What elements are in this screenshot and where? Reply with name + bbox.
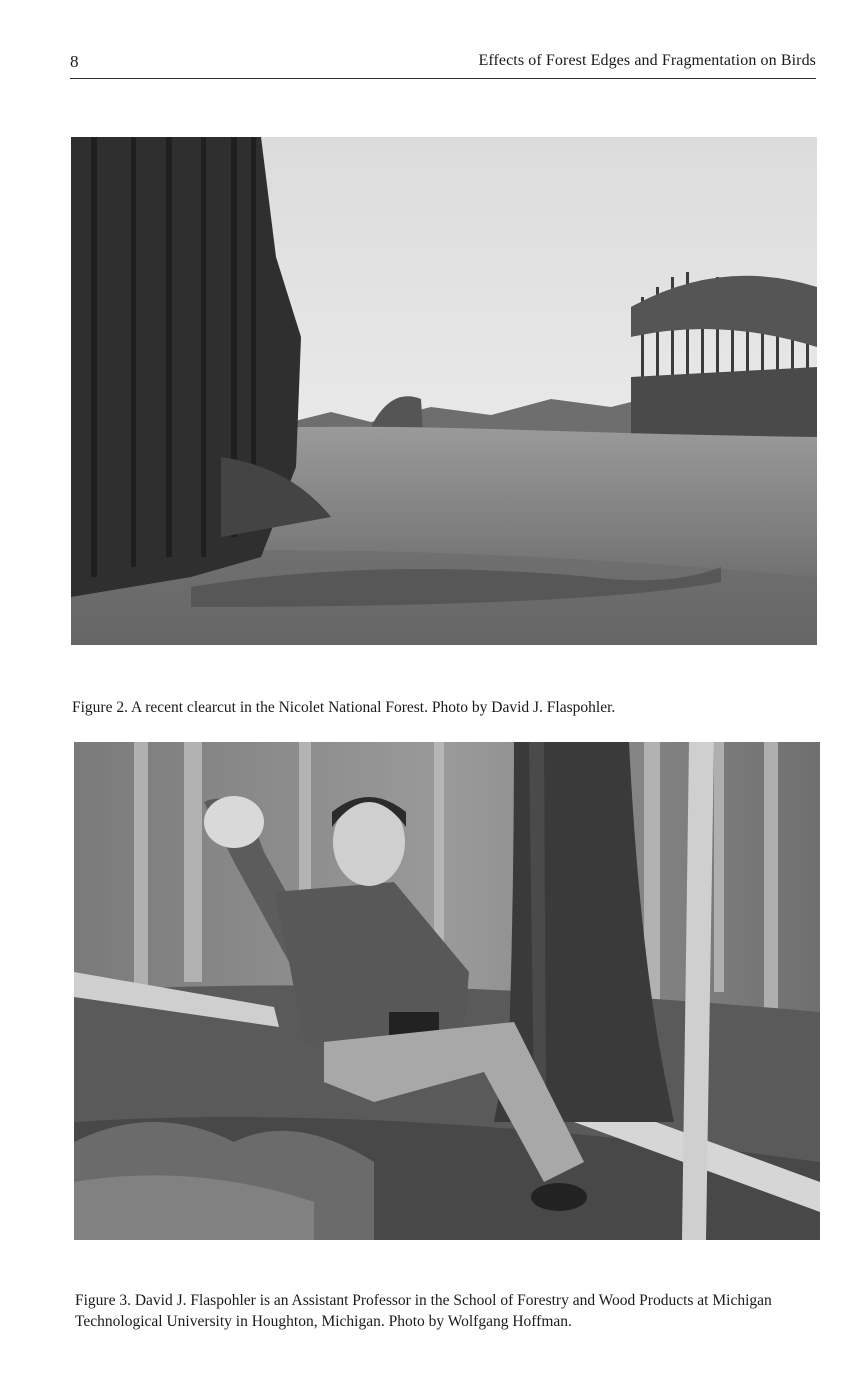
clearcut-photo-illustration	[71, 137, 817, 645]
page-header	[70, 50, 816, 79]
figure-3-caption: Figure 3. David J. Flaspohler is an Assistant Professor in the School of Forestry and Wood Products at Michigan Technological University in Houghton, Michigan. Photo by Wolfgang Hoffman.	[75, 1291, 772, 1330]
page-number: 8	[70, 52, 79, 71]
running-title: Effects of Forest Edges and Fragmentation on Birds	[478, 52, 816, 69]
figure-3-photo	[74, 742, 820, 1240]
portrait-photo-illustration	[74, 742, 820, 1240]
figure-2-photo	[71, 137, 817, 645]
figure-2-caption: Figure 2. A recent clearcut in the Nicolet National Forest. Photo by David J. Flaspohler.	[72, 698, 616, 716]
